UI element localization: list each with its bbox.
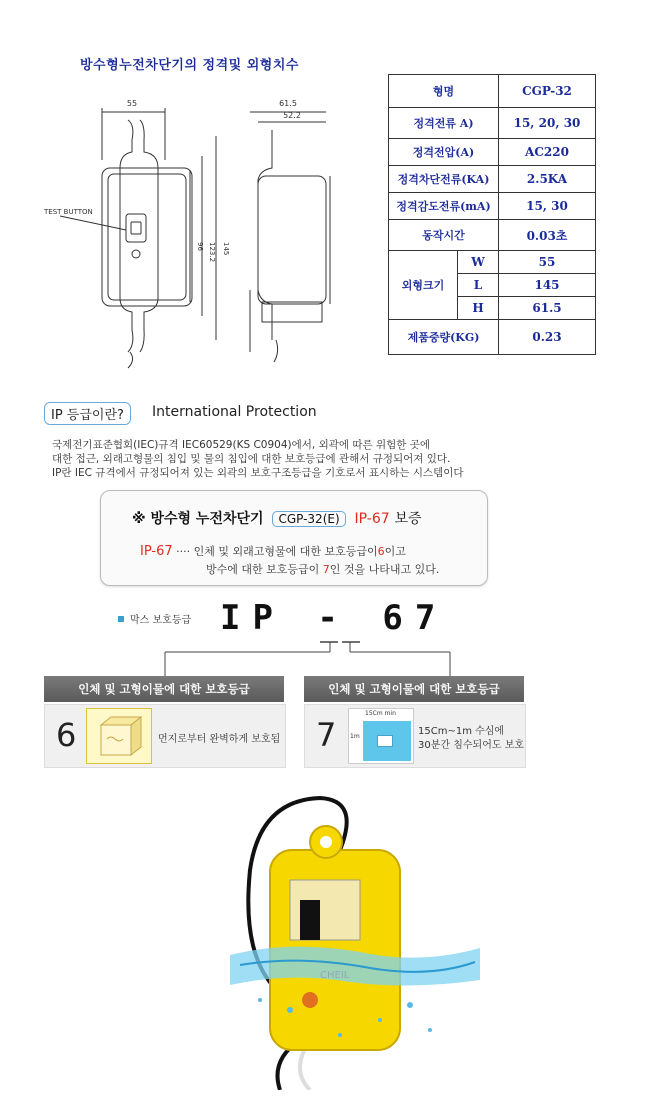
ip-desc-line: IP란 IEC 규격에서 규정되어져 있는 외곽의 보호구조등급을 기호로서 표시하는 시스템이다 [52,467,464,479]
guarantee-line-2 [206,561,439,577]
dust-cube-icon [86,708,152,764]
right-caption-2: 30분간 침수되어도 보호 [418,740,525,751]
table-row [389,251,596,274]
table-row [389,108,596,139]
spec-table [388,74,596,355]
guarantee-prefix: ※ 방수형 누전차단기 [132,511,264,527]
line2-text-a: 방수에 대한 보호등급이 [206,563,320,576]
water-depth-icon [348,708,414,764]
guarantee-ip: IP-67 [354,511,390,527]
ip-title: International Protection [152,404,317,420]
spec-label: 동작시간 [389,220,499,251]
ip-code: IP - 67 [220,598,448,638]
table-row [389,139,596,166]
table-row [389,320,596,355]
line2-num: 7 [322,563,330,576]
left-caption: 먼지로부터 완벽하게 보호됨 [158,734,281,745]
size-value: 61.5 [499,297,596,320]
size-key: L [458,274,499,297]
mark-label: 막스 보호등급 [130,615,192,626]
ip-badge: IP 등급이란? [44,402,131,425]
product-photo [230,790,490,1090]
spec-label: 정격전류 A) [389,108,499,139]
guarantee-heading [132,508,422,528]
dim-96: 96 [196,242,204,251]
connector-lines [160,640,460,680]
dim-side-inner: 52.2 [283,111,301,120]
spec-label: 정격전압(A) [389,139,499,166]
weight-label: 제품중량(KG) [389,320,499,355]
guarantee-line-1 [140,543,406,559]
table-row [389,75,596,108]
line2-text-b: 인 것을 나타내고 있다. [329,563,440,576]
spec-value: 0.03초 [499,220,596,251]
line1-text-a: ···· 인체 및 외래고형물에 대한 보호등급이 [176,545,378,558]
table-row [389,193,596,220]
right-caption-1: 15Cm~1m 수심에 [418,726,505,737]
depth-top-label: 15Cm min [365,710,396,717]
ip-desc-line: 국제전기표준협회(IEC)규격 IEC60529(KS C0904)에서, 외곽에 따른 위험한 곳에 [52,439,431,451]
dim-front-width: 55 [126,99,138,108]
page-title: 방수형누전차단기의 정격및 외형치수 [80,58,299,73]
size-key: W [458,251,499,274]
bullet-icon [118,616,124,622]
spec-value: 15, 20, 30 [499,108,596,139]
line1-num: 6 [377,545,385,558]
dim-123: 123.2 [208,242,216,263]
model-label: 형명 [389,75,499,108]
table-row [389,220,596,251]
dimension-drawing [40,90,380,370]
ip-description [52,438,572,480]
spec-value: 15, 30 [499,193,596,220]
spec-label: 정격감도전류(mA) [389,193,499,220]
right-digit: 7 [316,716,337,754]
spec-value: AC220 [499,139,596,166]
size-value: 55 [499,251,596,274]
left-digit: 6 [56,716,77,754]
size-label: 외형크기 [389,251,458,320]
table-row [389,166,596,193]
right-header: 인체 및 고형이물에 대한 보호등급 [304,676,524,702]
dim-side-outer: 61.5 [279,99,297,108]
size-key: H [458,297,499,320]
line1-ip: IP-67 [140,544,173,559]
line1-text-b: 이고 [384,545,406,558]
depth-side-label: 1m [350,733,360,740]
ip-desc-line: 대한 접근, 외래고형물의 침입 및 물의 침입에 대한 보호등급에 관해서 규정되어져 있다. [52,453,451,465]
model-value: CGP-32 [499,75,596,108]
guarantee-model: CGP-32(E) [272,511,345,527]
spec-label: 정격차단전류(KA) [389,166,499,193]
left-header: 인체 및 고형이물에 대한 보호등급 [44,676,284,702]
dim-145: 145 [222,242,230,256]
spec-value: 2.5KA [499,166,596,193]
test-button-label: TEST BUTTON [44,208,93,216]
guarantee-suffix: 보증 [394,511,422,527]
size-value: 145 [499,274,596,297]
weight-value: 0.23 [499,320,596,355]
